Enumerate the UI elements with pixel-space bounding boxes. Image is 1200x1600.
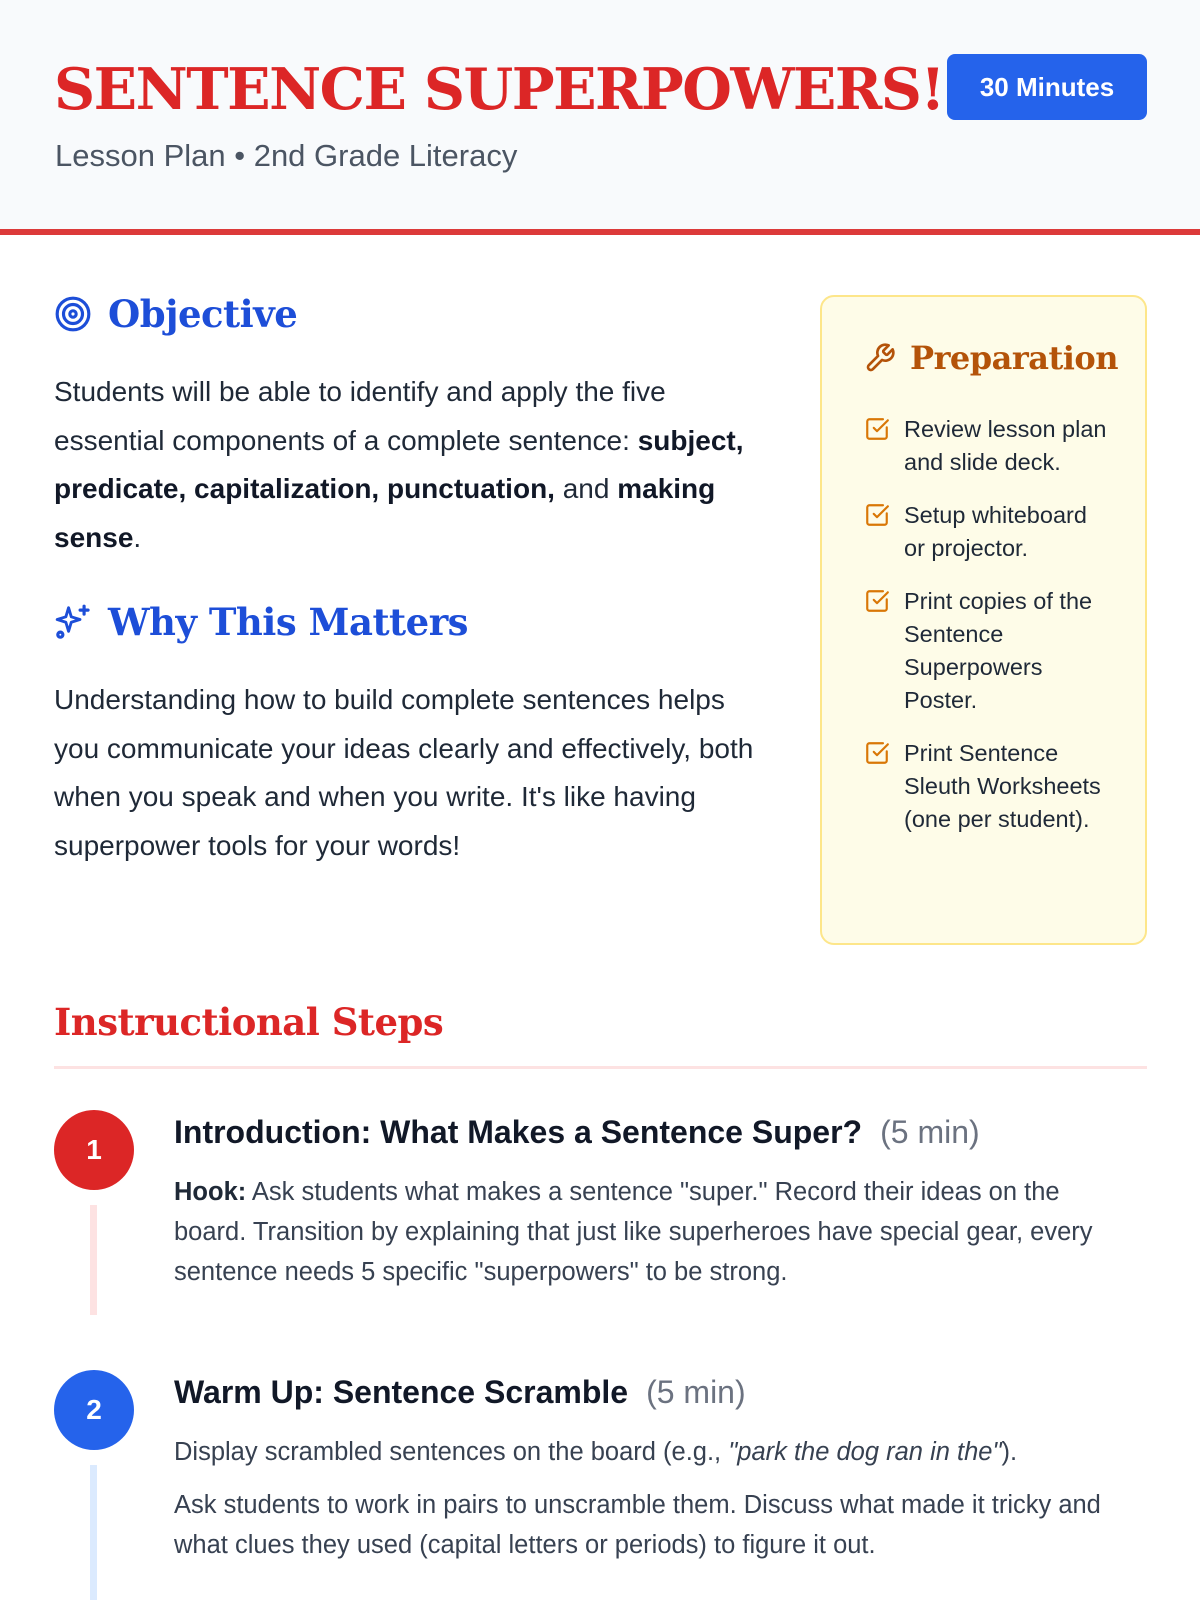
objective-text (54, 368, 774, 562)
step-1-timeline-line (90, 1205, 97, 1315)
preparation-item (864, 585, 1114, 717)
preparation-heading (864, 339, 1118, 377)
preparation-item (864, 737, 1114, 836)
step-2-description (174, 1432, 1134, 1472)
preparation-card (820, 295, 1147, 945)
preparation-heading-label: Preparation (910, 339, 1119, 377)
preparation-item-label: Setup whiteboard or projector. (904, 502, 1087, 561)
instructional-steps-heading: Instructional Steps (54, 1000, 444, 1044)
page-title: SENTENCE SUPERPOWERS! (54, 56, 944, 123)
objective-end: . (133, 521, 142, 553)
step-2-text-a: Display scrambled sentences on the board (e.g., (174, 1438, 729, 1466)
page-header (0, 0, 1200, 235)
checkbox-icon (864, 588, 890, 614)
wrench-icon (864, 342, 896, 374)
objective-heading (54, 292, 297, 336)
sparkles-icon (54, 603, 92, 641)
preparation-item-label: Print copies of the Sentence Superpowers Poster. (904, 588, 1093, 713)
why-heading (54, 600, 468, 644)
step-2-example: "park the dog ran in the" (728, 1438, 1002, 1466)
checkbox-icon (864, 502, 890, 528)
preparation-item (864, 413, 1114, 479)
step-1-duration: (5 min) (880, 1114, 980, 1150)
why-text: Understanding how to build complete sentences helps you communicate your ideas clearly and effectively, both when you speak and when you write. It's like having superpower tools for your words! (54, 684, 754, 861)
preparation-list (864, 413, 1114, 856)
step-2-text-a-end: ). (1001, 1438, 1018, 1466)
step-2-duration: (5 min) (646, 1374, 746, 1410)
step-1-title (174, 1114, 980, 1151)
objective-making-sense: making sense (54, 473, 716, 553)
objective-components: subject, predicate, capitalization, punctuation, (54, 424, 744, 504)
step-2-number: 2 (54, 1370, 134, 1450)
section-divider (54, 1066, 1147, 1069)
target-icon (54, 295, 92, 333)
objective-intro: Students will be able to identify and apply the five essential components of a complete sentence: (54, 376, 666, 456)
page-subtitle: Lesson Plan • 2nd Grade Literacy (55, 138, 518, 173)
duration-badge: 30 Minutes (947, 54, 1147, 120)
step-1-title-label: Introduction: What Makes a Sentence Super? (174, 1114, 863, 1150)
step-1-description (174, 1172, 1134, 1292)
checkbox-icon (864, 740, 890, 766)
step-2-title-label: Warm Up: Sentence Scramble (174, 1374, 629, 1410)
objective-and: and (554, 473, 618, 504)
checkbox-icon (864, 416, 890, 442)
step-2-timeline-line (90, 1465, 97, 1600)
step-2-instructions: Ask students to work in pairs to unscramble them. Discuss what made it tricky and what clues they used (capital letters or periods) to figure it out. (174, 1491, 1101, 1559)
why-heading-label: Why This Matters (108, 600, 469, 644)
objective-heading-label: Objective (108, 292, 298, 336)
preparation-item (864, 499, 1114, 565)
preparation-item-label: Print Sentence Sleuth Worksheets (one per student). (904, 740, 1101, 832)
step-1-hook-label: Hook: (174, 1178, 247, 1206)
step-2-title (174, 1374, 746, 1411)
step-1-text: Ask students what makes a sentence "super." Record their ideas on the board. Transition by explaining that just like superheroes have special gear, every sentence needs 5 specific "superpowers" to be strong. (174, 1178, 1093, 1286)
preparation-item-label: Review lesson plan and slide deck. (904, 416, 1107, 475)
step-1-number: 1 (54, 1110, 134, 1190)
